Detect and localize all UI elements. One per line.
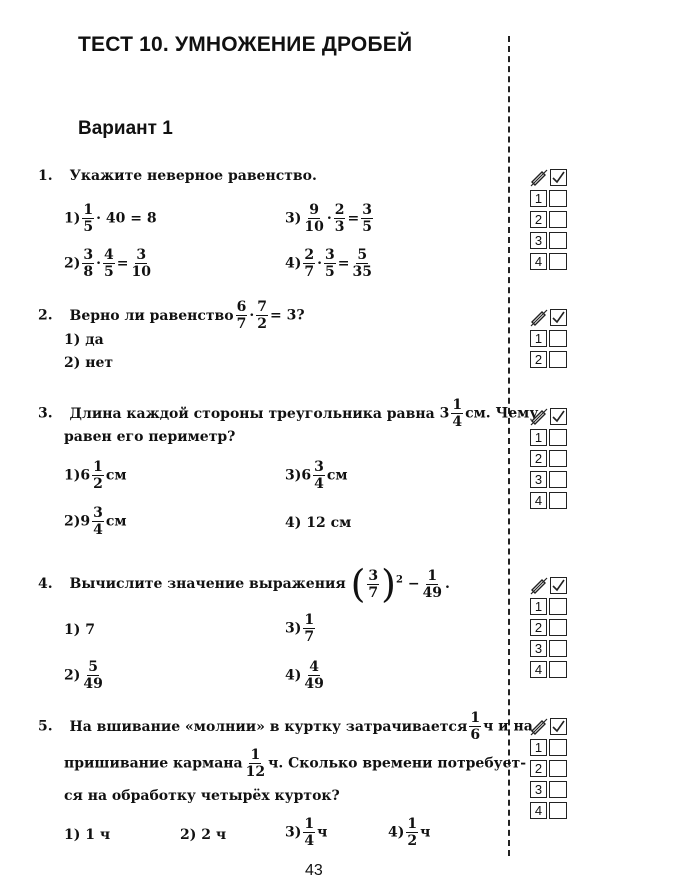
q1-option-4: 4) $\frac{2}{7}$ · $\frac{3}{5}$ = $\frac{5}{35}$ <box>285 247 372 280</box>
answer-number-box: 3 <box>530 232 547 249</box>
answer-checkbox[interactable] <box>549 492 567 509</box>
answer-number-box: 4 <box>530 492 547 509</box>
answer-checkbox[interactable] <box>549 760 567 777</box>
checkmark-icon <box>552 311 565 324</box>
answer-number-box: 3 <box>530 781 547 798</box>
question-2: 2. Верно ли равенство $\frac{6}{7}$ · $\frac{7}{2}$ = 3? <box>38 299 305 332</box>
question-4: 4. Вычислите значение выражения ( $\frac{3}{7}$ )$^2$ − $\frac{1}{49}$ . <box>38 562 450 606</box>
answer-number-box: 2 <box>530 760 547 777</box>
q2-option-2: 2) нет <box>64 355 114 371</box>
question-text: Укажите неверное равенство. <box>69 168 317 184</box>
q5-option-2: 2) 2 ч <box>180 827 227 843</box>
answer-number-box: 2 <box>530 211 547 228</box>
pencil-icon <box>530 718 548 736</box>
pencil-icon <box>530 408 548 426</box>
answer-checkbox[interactable] <box>549 429 567 446</box>
pencil-icon <box>530 577 548 595</box>
answer-checkbox[interactable] <box>549 739 567 756</box>
answer-checkbox[interactable] <box>549 351 567 368</box>
q2-option-1: 1) да <box>64 332 104 348</box>
answer-block-3 <box>530 406 572 511</box>
answer-number-box: 4 <box>530 802 547 819</box>
answer-block-5 <box>530 716 572 821</box>
answer-number-box: 4 <box>530 253 547 270</box>
checkmark-icon <box>552 171 565 184</box>
answer-number-box: 2 <box>530 351 547 368</box>
pencil-icon <box>530 309 548 327</box>
answer-number-box: 1 <box>530 330 547 347</box>
checkmark-icon <box>552 410 565 423</box>
q1-option-3: 3) $\frac{9}{10}$ · $\frac{2}{3}$ = $\frac{3}{5}$ <box>285 202 372 235</box>
answer-checkbox[interactable] <box>549 471 567 488</box>
question-1 <box>38 167 317 185</box>
question-5: 5. На вшивание «молнии» в куртку затрачивается $\frac{1}{6}$ ч и на <box>38 710 533 743</box>
answer-number-box: 1 <box>530 739 547 756</box>
answer-checkbox[interactable] <box>549 781 567 798</box>
answer-checkbox[interactable] <box>549 640 567 657</box>
check-box[interactable] <box>550 718 567 735</box>
checkmark-icon <box>552 579 565 592</box>
q1-option-2: 2) $\frac{3}{8}$ · $\frac{4}{5}$ = $\frac{3}{10}$ <box>64 247 151 280</box>
q5-option-4: 4) $\frac{1}{2}$ ч <box>388 816 431 849</box>
answer-checkbox[interactable] <box>549 450 567 467</box>
q4-option-3: 3) $\frac{1}{7}$ <box>285 612 315 645</box>
page-number: 43 <box>305 862 323 879</box>
answer-block-4 <box>530 575 572 680</box>
answer-checkbox[interactable] <box>549 232 567 249</box>
answer-number-box: 2 <box>530 619 547 636</box>
answer-number-box: 1 <box>530 190 547 207</box>
answer-number-box: 3 <box>530 640 547 657</box>
answer-checkbox[interactable] <box>549 190 567 207</box>
answer-checkbox[interactable] <box>549 802 567 819</box>
answer-checkbox[interactable] <box>549 330 567 347</box>
question-5-line-2: пришивание кармана $\frac{1}{12}$ ч. Сколько времени потребует- <box>64 747 527 780</box>
q5-option-1: 1) 1 ч <box>64 827 111 843</box>
check-box[interactable] <box>550 169 567 186</box>
page-title: ТЕСТ 10. УМНОЖЕНИЕ ДРОБЕЙ <box>78 33 413 56</box>
q3-option-4: 4) 12 см <box>285 515 352 531</box>
answer-number-box: 4 <box>530 661 547 678</box>
check-box[interactable] <box>550 577 567 594</box>
question-3: 3. Длина каждой стороны треугольника равна 3 $\frac{1}{4}$ см. Чему <box>38 397 539 430</box>
answer-block-1 <box>530 167 572 272</box>
q3-option-3: 3)6 $\frac{3}{4}$ см <box>285 459 348 492</box>
answer-checkbox[interactable] <box>549 211 567 228</box>
pencil-icon <box>530 169 548 187</box>
check-box[interactable] <box>550 309 567 326</box>
q4-option-2: 2) $\frac{5}{49}$ <box>64 659 103 692</box>
q5-option-3: 3) $\frac{1}{4}$ ч <box>285 816 328 849</box>
q1-option-1: 1) $\frac{1}{5}$ · 40 = 8 <box>64 202 157 235</box>
answer-number-box: 1 <box>530 429 547 446</box>
q3-option-1: 1)6 $\frac{1}{2}$ см <box>64 459 127 492</box>
answer-number-box: 2 <box>530 450 547 467</box>
answer-number-box: 3 <box>530 471 547 488</box>
question-number: 1. <box>38 168 53 184</box>
answer-checkbox[interactable] <box>549 598 567 615</box>
answer-checkbox[interactable] <box>549 619 567 636</box>
checkmark-icon <box>552 720 565 733</box>
answer-checkbox[interactable] <box>549 661 567 678</box>
q3-option-2: 2)9 $\frac{3}{4}$ см <box>64 505 127 538</box>
question-3-line-2: равен его периметр? <box>64 429 236 445</box>
answer-checkbox[interactable] <box>549 253 567 270</box>
question-5-line-3: ся на обработку четырёх курток? <box>64 788 340 804</box>
q4-option-4: 4) $\frac{4}{49}$ <box>285 659 324 692</box>
check-box[interactable] <box>550 408 567 425</box>
q4-option-1: 1) 7 <box>64 622 95 638</box>
variant-heading: Вариант 1 <box>78 118 173 139</box>
answer-block-2 <box>530 307 572 370</box>
answer-number-box: 1 <box>530 598 547 615</box>
